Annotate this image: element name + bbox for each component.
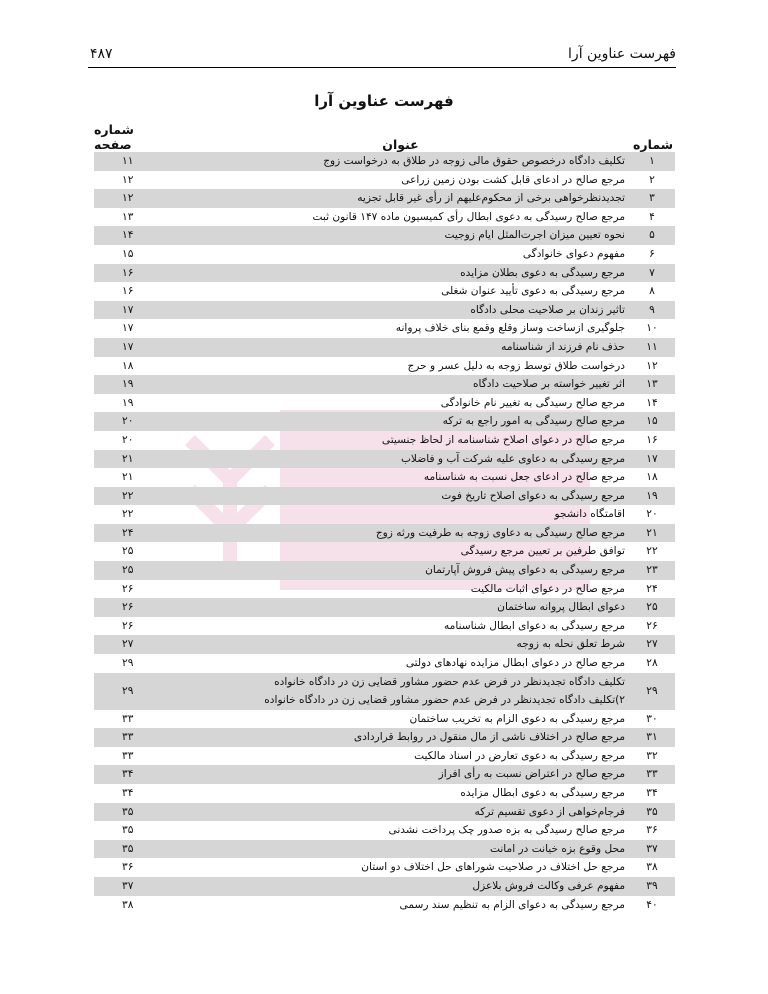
toc-row bbox=[94, 264, 675, 283]
toc-body bbox=[94, 152, 675, 914]
toc-row-number: ۳۵ bbox=[629, 803, 675, 822]
toc-row-title: مرجع رسیدگی به دعوی بطلان مزایده bbox=[172, 264, 629, 283]
toc-row bbox=[94, 152, 675, 171]
toc-row-number: ۳ bbox=[629, 189, 675, 208]
col-page-header: شماره صفحه bbox=[94, 122, 134, 152]
toc-row-title-line2: ۲)تکلیف دادگاه تجدیدنظر در فرض عدم حضور مشاور قضایی زن در دادگاه خانواده bbox=[264, 694, 625, 707]
toc-row bbox=[94, 598, 675, 617]
toc-row-page: ۱۷ bbox=[122, 322, 134, 335]
toc-row-page: ۱۵ bbox=[122, 247, 134, 260]
toc-row-number: ۴ bbox=[649, 210, 655, 223]
toc-row-number: ۱۴ bbox=[646, 396, 658, 409]
toc-row bbox=[94, 282, 675, 301]
toc-row-number: ۲۶ bbox=[646, 619, 658, 632]
toc-row-number: ۸ bbox=[649, 285, 655, 298]
toc-row bbox=[94, 171, 675, 190]
toc-row-title: مرجع صالح رسیدگی به تغییر نام خانوادگی bbox=[440, 396, 625, 409]
toc-row bbox=[94, 747, 675, 766]
toc-row-number: ۲۰ bbox=[646, 508, 658, 521]
toc-row-number: ۱۵ bbox=[629, 412, 675, 431]
toc-row-title: مرجع رسیدگی به دعاوی علیه شرکت آب و فاضلاب bbox=[172, 450, 629, 469]
toc-row-page: ۱۹ bbox=[94, 375, 172, 394]
toc-row-title: اثر تغییر خواسته بر صلاحیت دادگاه bbox=[172, 375, 629, 394]
toc-row-number: ۲۸ bbox=[646, 657, 658, 670]
toc-row-number: ۲۲ bbox=[646, 545, 658, 558]
toc-row-title-line1: تکلیف دادگاه تجدیدنظر در فرض عدم حضور مشاور قضایی زن در دادگاه خانواده bbox=[274, 675, 625, 688]
toc-row-page: ۳۶ bbox=[122, 861, 134, 874]
toc-row bbox=[94, 635, 675, 654]
toc-row bbox=[94, 245, 675, 264]
header-rule bbox=[88, 67, 676, 68]
toc-row bbox=[94, 803, 675, 822]
toc-row-page: ۳۴ bbox=[94, 765, 172, 784]
toc-row-title: مرجع صالح در دعوای اصلاح شناسنامه از لحاظ جنسیتی bbox=[381, 433, 625, 446]
toc-row-title: مرجع صالح رسیدگی به دعوی ابطال رأی کمیسیون ماده ۱۴۷ قانون ثبت bbox=[312, 210, 625, 223]
toc-row bbox=[94, 319, 675, 338]
toc-row-number: ۲۵ bbox=[629, 598, 675, 617]
toc-row-page: ۲۰ bbox=[94, 412, 172, 431]
toc-row-number: ۶ bbox=[649, 247, 655, 260]
toc-row bbox=[94, 505, 675, 524]
toc-row bbox=[94, 189, 675, 208]
toc-row-number: ۲۴ bbox=[646, 582, 658, 595]
toc-row bbox=[94, 561, 675, 580]
toc-row-page: ۱۶ bbox=[94, 264, 172, 283]
toc-row-title: دعوای ابطال پروانه ساختمان bbox=[172, 598, 629, 617]
toc-row-page: ۲۶ bbox=[94, 598, 172, 617]
toc-row-number: ۳۳ bbox=[629, 765, 675, 784]
toc-row bbox=[94, 840, 675, 859]
toc-row-page: ۲۷ bbox=[94, 635, 172, 654]
toc-row-number: ۲۱ bbox=[629, 524, 675, 543]
toc-row bbox=[94, 654, 675, 673]
toc-row-page: ۲۹ bbox=[122, 657, 134, 670]
toc-row-title: مرجع رسیدگی به دعوای پیش فروش آپارتمان bbox=[172, 561, 629, 580]
toc-row-page: ۱۷ bbox=[94, 338, 172, 357]
toc-row-title: مرجع رسیدگی به دعوی تعارض در اسناد مالکیت bbox=[414, 749, 625, 762]
toc-row bbox=[94, 450, 675, 469]
toc-row-title bbox=[172, 673, 629, 710]
toc-row-title: محل وقوع بزه خیانت در امانت bbox=[172, 840, 629, 859]
toc-row bbox=[94, 524, 675, 543]
toc-row-page: ۱۴ bbox=[94, 226, 172, 245]
toc-row bbox=[94, 896, 675, 915]
toc-row bbox=[94, 580, 675, 599]
toc-row-page: ۱۳ bbox=[122, 210, 134, 223]
toc-row-page: ۳۵ bbox=[94, 840, 172, 859]
toc-row-number: ۱ bbox=[629, 152, 675, 171]
toc-row bbox=[94, 728, 675, 747]
toc-row-number: ۲۷ bbox=[629, 635, 675, 654]
toc-row bbox=[94, 858, 675, 877]
toc-row bbox=[94, 673, 675, 710]
toc-row-title: مرجع صالح رسیدگی به دعاوی زوجه به طرفیت ورثه زوج bbox=[172, 524, 629, 543]
toc-row-title: جلوگیری ازساخت وساز وقلع وقمع بنای خلاف پروانه bbox=[395, 322, 625, 335]
toc-row-title: مرجع حل اختلاف در صلاحیت شوراهای حل اختلاف دو استان bbox=[361, 861, 625, 874]
toc-row-title: فرجام‌خواهی از دعوی تقسیم ترکه bbox=[172, 803, 629, 822]
toc-row bbox=[94, 784, 675, 803]
toc-row-title: شرط تعلق نحله به زوجه bbox=[172, 635, 629, 654]
toc-row bbox=[94, 338, 675, 357]
toc-row-title: مرجع صالح در ادعای قابل کشت بودن زمین زراعی bbox=[401, 173, 625, 186]
toc-header-row bbox=[94, 122, 675, 152]
toc-row-number: ۳۶ bbox=[646, 824, 658, 837]
toc-row-title: اقامتگاه دانشجو bbox=[554, 508, 625, 521]
toc-row-page: ۲۵ bbox=[122, 545, 134, 558]
toc-row-number: ۷ bbox=[629, 264, 675, 283]
toc-row-number: ۳۰ bbox=[646, 712, 658, 725]
toc-row-page: ۲۱ bbox=[94, 450, 172, 469]
toc-row-title: تکلیف دادگاه درخصوص حقوق مالی زوجه در طلاق به درخواست زوج bbox=[172, 152, 629, 171]
toc-row-title: مرجع صالح رسیدگی به امور راجع به ترکه bbox=[172, 412, 629, 431]
toc-row bbox=[94, 375, 675, 394]
toc-row bbox=[94, 412, 675, 431]
toc-row-page: ۲۲ bbox=[122, 508, 134, 521]
page-number: ۴۸۷ bbox=[90, 46, 113, 62]
toc-row bbox=[94, 617, 675, 636]
toc-row-title: مفهوم عرفی وکالت فروش بلاعزل bbox=[172, 877, 629, 896]
toc-row-number: ۳۴ bbox=[646, 787, 658, 799]
toc-row-title: مرجع رسیدگی به دعوای اصلاح تاریخ فوت bbox=[172, 487, 629, 506]
toc-row-title: مفهوم دعوای خانوادگی bbox=[522, 247, 625, 260]
toc-row-page: ۳۴ bbox=[122, 787, 134, 799]
toc-title: فهرست عناوین آرا bbox=[314, 92, 454, 110]
toc-row-title: مرجع رسیدگی به دعوای ابطال شناسنامه bbox=[443, 619, 625, 632]
toc-row-page: ۱۶ bbox=[122, 285, 134, 298]
toc-row-title: مرجع صالح در اختلاف ناشی از مال منقول در روابط قراردادی bbox=[172, 728, 629, 747]
toc-row-number: ۱۰ bbox=[646, 322, 658, 335]
toc-row-page: ۱۲ bbox=[94, 189, 172, 208]
toc-row-page: ۳۳ bbox=[94, 728, 172, 747]
toc-row-title: مرجع صالح در ادعای جعل نسبت به شناسنامه bbox=[423, 471, 625, 484]
toc-row-number: ۱۶ bbox=[646, 433, 658, 446]
toc-row-page: ۳۷ bbox=[94, 877, 172, 896]
toc-row-page: ۲۱ bbox=[122, 471, 134, 484]
toc-row-title: تاثیر زندان بر صلاحیت محلی دادگاه bbox=[172, 301, 629, 320]
toc-row-page: ۳۳ bbox=[122, 712, 134, 725]
toc-row-number: ۹ bbox=[629, 301, 675, 320]
toc-row-page: ۳۸ bbox=[122, 898, 134, 911]
toc-row-number: ۱۷ bbox=[629, 450, 675, 469]
toc-row-number: ۳۸ bbox=[646, 861, 658, 874]
toc-row-title: مرجع صالح رسیدگی به بزه صدور چک پرداخت نشدنی bbox=[388, 824, 625, 837]
toc-row-page: ۲۰ bbox=[122, 433, 134, 446]
toc-row-page: ۲۵ bbox=[94, 561, 172, 580]
toc-row-number: ۱۳ bbox=[629, 375, 675, 394]
toc-row bbox=[94, 357, 675, 376]
toc-row-title: تجدیدنظرخواهی برخی از محکوم‌علیهم از رأی غیر قابل تجزیه bbox=[172, 189, 629, 208]
toc-row bbox=[94, 542, 675, 561]
toc-row-title: مرجع صالح در اعتراض نسبت به رأی افراز bbox=[172, 765, 629, 784]
toc-row-title: درخواست طلاق توسط زوجه به دلیل عسر و حرج bbox=[407, 359, 625, 372]
toc-row bbox=[94, 468, 675, 487]
toc-row-page: ۱۹ bbox=[122, 396, 134, 409]
toc-row-page: ۳۵ bbox=[122, 824, 134, 837]
toc-row-number: ۲ bbox=[649, 173, 655, 186]
toc-row bbox=[94, 394, 675, 413]
toc-row-title: مرجع رسیدگی به دعوای الزام به تنظیم سند رسمی bbox=[399, 898, 625, 911]
toc-row-title: مرجع رسیدگی به دعوی ابطال مزایده bbox=[460, 787, 625, 799]
toc-row bbox=[94, 208, 675, 227]
toc-row-title: مرجع رسیدگی به دعوی الزام به تخریب ساختمان bbox=[409, 712, 625, 725]
toc-row bbox=[94, 821, 675, 840]
toc-row-page: ۱۷ bbox=[94, 301, 172, 320]
toc-row bbox=[94, 877, 675, 896]
toc-row-page: ۲۶ bbox=[122, 619, 134, 632]
toc-row-page: ۲۴ bbox=[94, 524, 172, 543]
toc-row-page: ۲۲ bbox=[94, 487, 172, 506]
toc-row-number: ۱۸ bbox=[646, 471, 658, 484]
col-title-header: عنوان bbox=[382, 137, 419, 152]
toc-row-page: ۳۳ bbox=[122, 749, 134, 762]
toc-row-title: مرجع صالح در دعوای ابطال مزایده نهادهای دولتی bbox=[405, 657, 625, 670]
toc-row-number: ۱۲ bbox=[646, 359, 658, 372]
toc-row-number: ۲۳ bbox=[629, 561, 675, 580]
toc-table bbox=[94, 122, 675, 914]
toc-row-title: توافق طرفین بر تعیین مرجع رسیدگی bbox=[460, 545, 625, 558]
toc-row-number: ۲۹ bbox=[629, 673, 675, 710]
toc-row-page: ۱۲ bbox=[122, 173, 134, 186]
toc-row-number: ۳۲ bbox=[646, 749, 658, 762]
toc-row-page: ۱۱ bbox=[94, 152, 172, 171]
toc-row bbox=[94, 765, 675, 784]
toc-row-number: ۵ bbox=[629, 226, 675, 245]
col-number-header: شماره bbox=[633, 137, 673, 152]
toc-row-page: ۱۸ bbox=[122, 359, 134, 372]
running-title: فهرست عناوین آرا bbox=[568, 46, 676, 62]
toc-row-title: مرجع صالح در دعوای اثبات مالکیت bbox=[470, 582, 625, 595]
toc-row bbox=[94, 431, 675, 450]
toc-row bbox=[94, 226, 675, 245]
toc-row-page: ۲۹ bbox=[94, 673, 172, 710]
toc-row bbox=[94, 301, 675, 320]
toc-row-number: ۳۱ bbox=[629, 728, 675, 747]
toc-row-number: ۱۹ bbox=[629, 487, 675, 506]
toc-row-number: ۴۰ bbox=[646, 898, 658, 911]
toc-row-title: نحوه تعیین میزان اجرت‌المثل ایام زوجیت bbox=[172, 226, 629, 245]
toc-row-title: حذف نام فرزند از شناسنامه bbox=[172, 338, 629, 357]
toc-row-number: ۳۹ bbox=[629, 877, 675, 896]
toc-row bbox=[94, 710, 675, 729]
toc-row-page: ۳۵ bbox=[94, 803, 172, 822]
toc-row-title: مرجع رسیدگی به دعوی تأیید عنوان شغلی bbox=[441, 285, 625, 298]
toc-row bbox=[94, 487, 675, 506]
toc-row-page: ۲۶ bbox=[122, 582, 134, 595]
toc-row-number: ۱۱ bbox=[629, 338, 675, 357]
toc-row-number: ۳۷ bbox=[629, 840, 675, 859]
